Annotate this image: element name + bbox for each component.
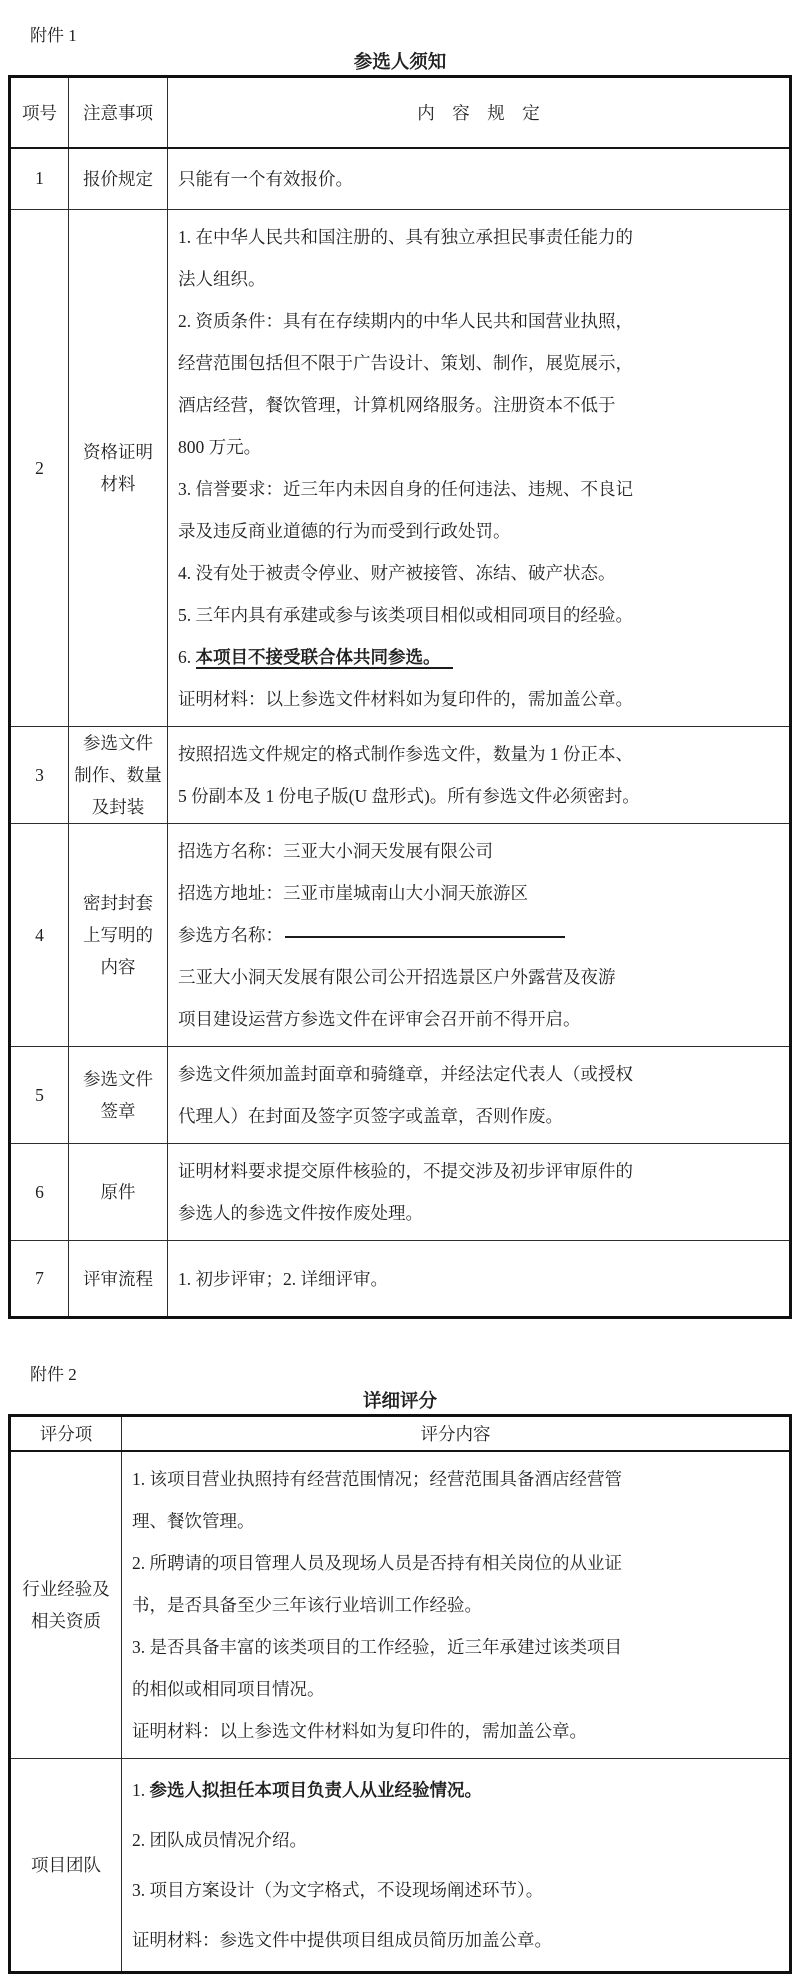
row-number-cell: 7 <box>10 1241 69 1318</box>
line-text: 3. 信誉要求：近三年内未因自身的任何违法、违规、不良记 <box>178 479 633 499</box>
content-cell <box>168 1241 791 1318</box>
content-line <box>178 342 783 384</box>
item-line: 签章 <box>100 1101 136 1121</box>
table-row <box>10 210 791 727</box>
item-line: 评审流程 <box>83 1268 153 1289</box>
content-line <box>178 384 783 426</box>
scoring-table <box>8 1414 792 1974</box>
line-text: 法人组织。 <box>178 269 266 289</box>
content-line <box>132 1865 783 1915</box>
content-line <box>132 1815 783 1865</box>
line-text: 理、餐饮管理。 <box>132 1510 255 1531</box>
line-text: 5. 三年内具有承建或参与该类项目相似或相同项目的经验。 <box>178 605 633 625</box>
table-row <box>10 1047 791 1144</box>
content-line <box>132 1500 783 1542</box>
content-line <box>132 1915 783 1965</box>
content-line <box>132 1710 783 1752</box>
item-line: 材料 <box>100 474 136 494</box>
item-line: 资格证明 <box>83 442 153 462</box>
column-header: 评分内容 <box>122 1416 791 1451</box>
item-line: 及封装 <box>91 797 145 817</box>
content-cell <box>168 210 791 727</box>
content-line <box>132 1626 783 1668</box>
line-text: 代理人）在封面及签字页签字或盖章，否则作废。 <box>178 1106 563 1126</box>
row-number-cell: 1 <box>10 148 69 210</box>
item-cell <box>10 1758 122 1972</box>
item-cell <box>69 148 168 210</box>
item-line: 报价规定 <box>83 168 153 189</box>
content-line <box>178 998 783 1040</box>
content-cell <box>168 148 791 210</box>
content-cell <box>168 727 791 824</box>
table-row <box>10 1144 791 1241</box>
blank-underline <box>285 936 565 938</box>
line-text: 证明材料：以上参选文件材料如为复印件的，需加盖公章。 <box>178 689 633 709</box>
line-text: 2. 团队成员情况介绍。 <box>132 1829 307 1850</box>
line-text: 只能有一个有效报价。 <box>178 168 353 189</box>
item-line: 参选文件 <box>83 1069 153 1089</box>
item-line: 密封封套 <box>83 893 153 913</box>
row-number-cell: 3 <box>10 727 69 824</box>
content-line <box>178 914 783 956</box>
line-text: 证明材料：以上参选文件材料如为复印件的，需加盖公章。 <box>132 1720 587 1741</box>
content-line <box>132 1542 783 1584</box>
content-line <box>178 300 783 342</box>
content-line <box>178 1192 783 1234</box>
line-text: 3. 项目方案设计（为文字格式，不设现场阐述环节）。 <box>132 1879 544 1900</box>
notice-table-title: 参选人须知 <box>353 51 447 72</box>
row-number-cell: 2 <box>10 210 69 727</box>
line-text: 本项目不接受联合体共同参选。 <box>196 647 453 669</box>
item-line: 项目团队 <box>31 1854 101 1875</box>
column-header: 评分项 <box>10 1416 122 1451</box>
line-text: 的相似或相同项目情况。 <box>132 1678 325 1699</box>
line-text: 经营范围包括但不限于广告设计、策划、制作，展览展示， <box>178 353 633 373</box>
table-row <box>10 1241 791 1318</box>
line-text: 参选文件须加盖封面章和骑缝章，并经法定代表人（或授权 <box>178 1064 633 1084</box>
attachment2-label: 附件 2 <box>30 1365 77 1384</box>
content-line <box>178 258 783 300</box>
content-line <box>132 1765 783 1815</box>
content-line <box>178 956 783 998</box>
line-text: 证明材料要求提交原件核验的，不提交涉及初步评审原件的 <box>178 1161 633 1181</box>
line-text: 800 万元。 <box>178 437 262 457</box>
content-cell <box>168 824 791 1047</box>
line-text: 招选方名称：三亚大小洞天发展有限公司 <box>178 841 493 861</box>
line-text: 证明材料：参选文件中提供项目组成员简历加盖公章。 <box>132 1929 552 1950</box>
column-header: 注意事项 <box>69 77 168 148</box>
content-line <box>178 510 783 552</box>
content-cell <box>168 1047 791 1144</box>
content-line <box>178 872 783 914</box>
scoring-table-title: 详细评分 <box>362 1390 437 1411</box>
line-text: 5 份副本及 1 份电子版(U 盘形式)。所有参选文件必须密封。 <box>178 786 640 806</box>
content-line <box>178 1053 783 1095</box>
line-text: 4. 没有处于被责令停业、财产被接管、冻结、破产状态。 <box>178 563 616 583</box>
content-line <box>178 216 783 258</box>
line-text: 录及违反商业道德的行为而受到行政处罚。 <box>178 521 511 541</box>
item-cell <box>10 1451 122 1759</box>
item-cell <box>69 727 168 824</box>
row-number-cell: 5 <box>10 1047 69 1144</box>
content-line <box>132 1584 783 1626</box>
content-line <box>178 636 783 678</box>
header-row <box>10 1416 791 1451</box>
line-text: 书，是否具备至少三年该行业培训工作经验。 <box>132 1594 482 1615</box>
content-line <box>178 552 783 594</box>
table-row <box>10 1758 791 1972</box>
content-line <box>178 733 783 775</box>
item-cell <box>69 1144 168 1241</box>
line-text: 参选人的参选文件按作废处理。 <box>178 1203 423 1223</box>
row-number-cell: 6 <box>10 1144 69 1241</box>
line-text: 三亚大小洞天发展有限公司公开招选景区户外露营及夜游 <box>178 967 616 987</box>
table-row <box>10 1451 791 1759</box>
line-text: 1. 在中华人民共和国注册的、具有独立承担民事责任能力的 <box>178 227 633 247</box>
item-line: 原件 <box>100 1182 136 1202</box>
line-text: 2. 资质条件：具有在存续期内的中华人民共和国营业执照， <box>178 311 633 331</box>
item-line: 内容 <box>100 957 136 977</box>
item-line: 制作、数量 <box>74 765 162 785</box>
line-text: 招选方地址：三亚市崖城南山大小洞天旅游区 <box>178 883 528 903</box>
attachment1-label: 附件 1 <box>30 26 77 45</box>
line-text: 酒店经营，餐饮管理，计算机网络服务。注册资本不低于 <box>178 395 616 415</box>
line-prefix: 6. <box>178 647 196 667</box>
item-line: 相关资质 <box>31 1610 101 1631</box>
header-row <box>10 77 791 148</box>
column-header: 项号 <box>10 77 69 148</box>
content-line <box>178 158 783 200</box>
item-line: 参选文件 <box>83 733 153 753</box>
content-line <box>178 678 783 720</box>
notice-table <box>8 75 792 1319</box>
content-line <box>178 775 783 817</box>
line-text: 按照招选文件规定的格式制作参选文件，数量为 1 份正本、 <box>178 744 633 764</box>
table-row <box>10 148 791 210</box>
line-text: 参选人拟担任本项目负责人从业经验情况。 <box>149 1779 482 1800</box>
content-cell <box>168 1144 791 1241</box>
line-text: 3. 是否具备丰富的该类项目的工作经验，近三年承建过该类项目 <box>132 1636 622 1657</box>
line-text: 2. 所聘请的项目管理人员及现场人员是否持有相关岗位的从业证 <box>132 1552 622 1573</box>
content-line <box>178 1095 783 1137</box>
line-text: 参选方名称： <box>178 925 283 945</box>
table-row <box>10 824 791 1047</box>
line-prefix: 1. <box>132 1779 150 1800</box>
content-line <box>178 830 783 872</box>
item-cell <box>69 210 168 727</box>
item-cell <box>69 1241 168 1318</box>
content-cell <box>122 1758 791 1972</box>
item-cell <box>69 1047 168 1144</box>
content-line <box>132 1668 783 1710</box>
item-cell <box>69 824 168 1047</box>
content-line <box>178 1150 783 1192</box>
content-line <box>132 1458 783 1500</box>
item-line: 行业经验及 <box>22 1578 110 1599</box>
line-text: 1. 初步评审；2. 详细评审。 <box>178 1268 388 1289</box>
content-cell <box>122 1451 791 1759</box>
line-text: 项目建设运营方参选文件在评审会召开前不得开启。 <box>178 1009 581 1029</box>
column-header: 内 容 规 定 <box>168 77 791 148</box>
content-line <box>178 594 783 636</box>
item-line: 上写明的 <box>83 925 153 945</box>
content-line <box>178 468 783 510</box>
line-text: 1. 该项目营业执照持有经营范围情况；经营范围具备酒店经营管 <box>132 1468 622 1489</box>
content-line <box>178 1258 783 1300</box>
row-number-cell: 4 <box>10 824 69 1047</box>
content-line <box>178 426 783 468</box>
table-row <box>10 727 791 824</box>
